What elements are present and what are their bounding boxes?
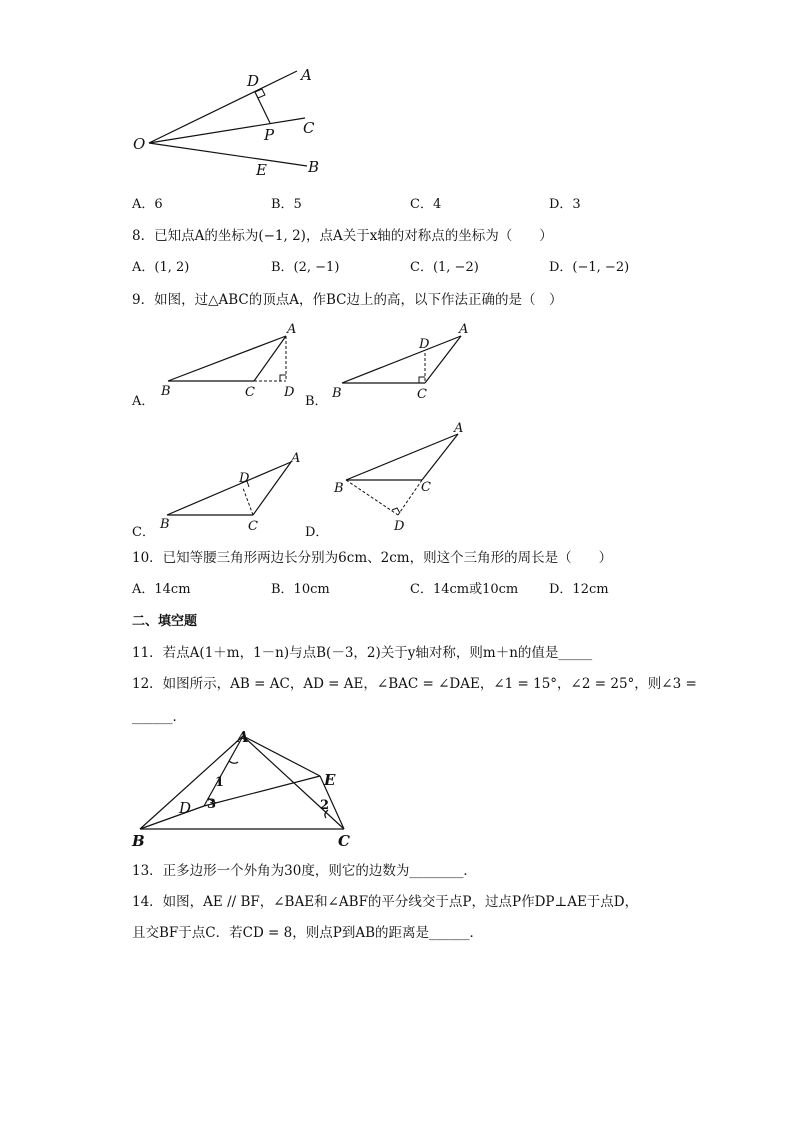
label-C: C: [245, 385, 255, 400]
q10-option-a: A．14cm: [132, 582, 191, 597]
section-title-fill-in: 二、填空题: [132, 614, 198, 629]
q7-option-d: D．3: [549, 197, 581, 212]
label-O: O: [133, 135, 146, 153]
q13-question: 13．正多边形一个外角为30度，则它的边数为________．: [132, 863, 477, 879]
label-A: A: [301, 66, 312, 84]
q7-option-b: B．5: [271, 197, 302, 212]
q8-option-c: C．(1, −2): [410, 260, 479, 275]
q7-angle-figure: [125, 60, 335, 185]
q9-figure-d: [330, 420, 490, 535]
label-A: A: [459, 322, 469, 337]
q7-option-a: A．6: [132, 197, 163, 212]
angle-label-2: 2: [320, 798, 330, 813]
label-B: B: [132, 832, 145, 850]
label-B: B: [308, 158, 320, 176]
q8-question: 8．已知点A的坐标为(−1, 2)，点A关于x轴的对称点的坐标为（ ）: [132, 228, 553, 244]
label-B: B: [334, 481, 344, 496]
angle-label-1: 1: [215, 775, 225, 790]
label-C: C: [248, 519, 258, 534]
q9-figure-a: [150, 318, 310, 403]
q9-option-d: D．: [305, 525, 329, 540]
q9-question: 9．如图，过△ABC的顶点A，作BC边上的高，以下作法正确的是（ ）: [132, 292, 563, 308]
label-E: E: [324, 771, 336, 789]
q12-blank: ______．: [132, 709, 186, 725]
label-D: D: [394, 519, 405, 534]
q8-option-b: B．(2, −1): [271, 260, 340, 275]
q8-option-a: A．(1, 2): [132, 260, 190, 275]
label-C: C: [338, 832, 350, 850]
q11-question: 11．若点A(1＋m，1－n)与点B(－3，2)关于y轴对称，则m＋n的值是_____: [132, 645, 593, 661]
label-D: D: [179, 799, 192, 817]
q10-option-c: C．14cm或10cm: [410, 582, 519, 597]
label-A: A: [454, 421, 464, 436]
label-P: P: [264, 126, 275, 144]
label-A: A: [287, 322, 297, 337]
label-C: C: [417, 387, 427, 402]
q9-figure-b: [325, 318, 485, 403]
label-D: D: [247, 72, 260, 90]
label-D: D: [239, 471, 250, 486]
q10-option-d: D．12cm: [549, 582, 609, 597]
q14-question: 14．如图，AE // BF，∠BAE和∠ABF的平分线交于点P，过点P作DP⊥AE于点D，: [132, 894, 639, 910]
q9-option-c: C．: [132, 525, 155, 540]
q9-option-b: B．: [305, 394, 328, 409]
q9-option-a: A．: [132, 394, 155, 409]
q12-question: 12．如图所示，AB = AC，AD = AE，∠BAC = ∠DAE，∠1 = 15°，∠2 = 25°，则∠3 =: [132, 676, 697, 692]
q7-option-c: C．4: [410, 197, 442, 212]
label-A: A: [291, 451, 301, 466]
label-C: C: [303, 119, 315, 137]
label-B: B: [160, 517, 170, 532]
label-B: B: [332, 386, 342, 401]
q10-question: 10．已知等腰三角形两边长分别为6cm、2cm，则这个三角形的周长是（ ）: [132, 550, 613, 566]
label-D: D: [419, 337, 430, 352]
angle-label-3: 3: [207, 797, 217, 812]
q14-question-cont: 且交BF于点C．若CD = 8，则点P到AB的距离是______．: [132, 925, 484, 941]
label-D: D: [284, 385, 295, 400]
q9-figure-c: [150, 450, 310, 535]
label-E: E: [256, 161, 267, 179]
q8-option-d: D．(−1, −2): [549, 260, 630, 275]
q12-triangle-figure: [128, 728, 358, 850]
q10-option-b: B．10cm: [271, 582, 330, 597]
label-A: A: [237, 728, 249, 746]
label-C: C: [421, 480, 431, 495]
label-B: B: [161, 384, 171, 399]
